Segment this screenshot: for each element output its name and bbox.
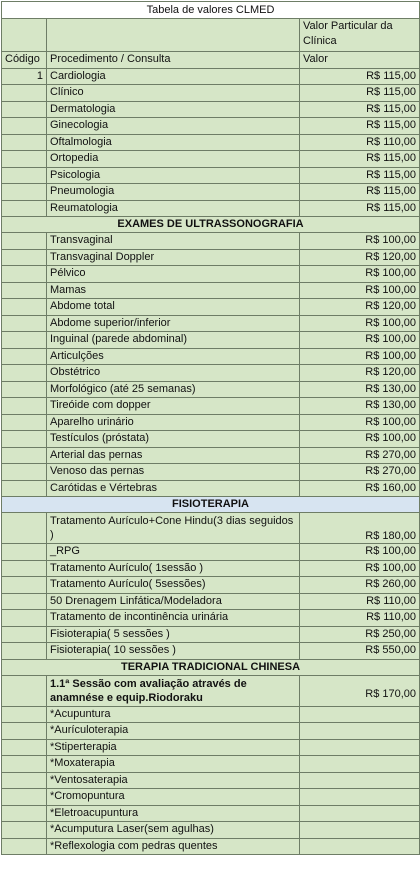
row-procedure: *Ventosaterapia — [47, 772, 300, 789]
row-code — [2, 756, 47, 773]
row-code — [2, 315, 47, 332]
row-value: R$ 160,00 — [300, 480, 420, 497]
row-procedure: *Stiperterapia — [47, 739, 300, 756]
row-procedure: Clínico — [47, 85, 300, 102]
row-code — [2, 739, 47, 756]
row-code — [2, 805, 47, 822]
table-row — [2, 398, 420, 415]
row-procedure: Abdome total — [47, 299, 300, 316]
row-value: R$ 130,00 — [300, 398, 420, 415]
table-row — [2, 464, 420, 481]
row-value: R$ 120,00 — [300, 365, 420, 382]
table-row — [2, 610, 420, 627]
row-code — [2, 299, 47, 316]
row-procedure: *Reflexologia com pedras quentes — [47, 838, 300, 855]
table-row — [2, 480, 420, 497]
table-row — [2, 577, 420, 594]
row-value: R$ 100,00 — [300, 315, 420, 332]
row-value — [300, 789, 420, 806]
row-value: R$ 115,00 — [300, 151, 420, 168]
row-procedure: Arterial das pernas — [47, 447, 300, 464]
row-value — [300, 739, 420, 756]
table-row — [2, 789, 420, 806]
table-row — [2, 822, 420, 839]
table-row — [2, 723, 420, 740]
row-value: R$ 115,00 — [300, 85, 420, 102]
table-row — [2, 756, 420, 773]
row-value: R$ 100,00 — [300, 431, 420, 448]
row-value: R$ 115,00 — [300, 200, 420, 217]
table-row — [2, 85, 420, 102]
table-title: Tabela de valores CLMED — [2, 2, 420, 19]
row-procedure: Abdome superior/inferior — [47, 315, 300, 332]
row-procedure: Carótidas e Vértebras — [47, 480, 300, 497]
row-procedure: Tratamento Aurículo( 1sessão ) — [47, 560, 300, 577]
row-value: R$ 110,00 — [300, 610, 420, 627]
row-procedure: Tratamento de incontinência urinária — [47, 610, 300, 627]
row-value: R$ 110,00 — [300, 593, 420, 610]
row-value — [300, 723, 420, 740]
row-procedure: Pélvico — [47, 266, 300, 283]
row-code — [2, 332, 47, 349]
row-procedure: Fisioterapia( 5 sessões ) — [47, 626, 300, 643]
row-value: R$ 100,00 — [300, 332, 420, 349]
row-value: R$ 270,00 — [300, 447, 420, 464]
row-code — [2, 447, 47, 464]
row-value: R$ 115,00 — [300, 167, 420, 184]
row-value — [300, 822, 420, 839]
header-value-group: Valor Particular da Clínica — [300, 19, 420, 52]
row-procedure: *Moxaterapia — [47, 756, 300, 773]
table-row — [2, 200, 420, 217]
row-code — [2, 480, 47, 497]
row-value: R$ 100,00 — [300, 348, 420, 365]
row-value: R$ 110,00 — [300, 134, 420, 151]
row-code — [2, 233, 47, 250]
row-value: R$ 100,00 — [300, 282, 420, 299]
row-procedure: Ortopedia — [47, 151, 300, 168]
row-value: R$ 260,00 — [300, 577, 420, 594]
table-row — [2, 348, 420, 365]
row-value — [300, 706, 420, 723]
table-row — [2, 414, 420, 431]
table-row — [2, 626, 420, 643]
row-code — [2, 822, 47, 839]
header-value: Valor — [300, 52, 420, 69]
table-row — [2, 675, 420, 706]
row-procedure: *Acumputura Laser(sem agulhas) — [47, 822, 300, 839]
table-row — [2, 593, 420, 610]
row-value: R$ 115,00 — [300, 101, 420, 118]
table-row — [2, 101, 420, 118]
table-row — [2, 513, 420, 544]
section-title: EXAMES DE ULTRASSONOGRAFIA — [2, 217, 420, 233]
row-procedure: Venoso das pernas — [47, 464, 300, 481]
row-procedure: Obstétrico — [47, 365, 300, 382]
table-row — [2, 772, 420, 789]
row-code — [2, 365, 47, 382]
row-code — [2, 151, 47, 168]
row-value: R$ 100,00 — [300, 414, 420, 431]
table-row — [2, 381, 420, 398]
row-procedure: *Aurículoterapia — [47, 723, 300, 740]
row-code — [2, 544, 47, 561]
row-value: R$ 120,00 — [300, 249, 420, 266]
row-code — [2, 610, 47, 627]
row-value: R$ 180,00 — [300, 513, 420, 544]
row-procedure: Reumatologia — [47, 200, 300, 217]
row-procedure: Cardiologia — [47, 68, 300, 85]
table-row — [2, 68, 420, 85]
row-code — [2, 101, 47, 118]
table-row — [2, 233, 420, 250]
section-row — [2, 217, 420, 233]
row-procedure: Oftalmologia — [47, 134, 300, 151]
row-value: R$ 170,00 — [300, 675, 420, 706]
row-code — [2, 513, 47, 544]
row-code — [2, 398, 47, 415]
row-code — [2, 134, 47, 151]
row-code — [2, 789, 47, 806]
row-value: R$ 115,00 — [300, 68, 420, 85]
row-procedure: Tireóide com dopper — [47, 398, 300, 415]
section-title: FISIOTERAPIA — [2, 497, 420, 513]
row-code — [2, 593, 47, 610]
header-empty-cell — [2, 19, 47, 52]
row-value — [300, 756, 420, 773]
table-row — [2, 315, 420, 332]
row-procedure: _RPG — [47, 544, 300, 561]
table-row — [2, 249, 420, 266]
table-row — [2, 167, 420, 184]
section-row — [2, 497, 420, 513]
row-procedure: Morfológico (até 25 semanas) — [47, 381, 300, 398]
row-procedure: Dermatologia — [47, 101, 300, 118]
header-group-row — [2, 19, 420, 52]
row-code — [2, 464, 47, 481]
row-procedure: Articulções — [47, 348, 300, 365]
row-code — [2, 577, 47, 594]
row-code — [2, 118, 47, 135]
row-value — [300, 838, 420, 855]
row-value: R$ 100,00 — [300, 560, 420, 577]
row-value — [300, 772, 420, 789]
row-procedure: 1.1ª Sessão com avaliação através de anamnése e equip.Riodoraku — [47, 675, 300, 706]
row-code — [2, 85, 47, 102]
header-empty-cell — [47, 19, 300, 52]
row-procedure: *Cromopuntura — [47, 789, 300, 806]
table-row — [2, 332, 420, 349]
table-row — [2, 118, 420, 135]
row-code — [2, 723, 47, 740]
table-row — [2, 151, 420, 168]
row-value: R$ 270,00 — [300, 464, 420, 481]
row-procedure: Mamas — [47, 282, 300, 299]
table-row — [2, 805, 420, 822]
header-row — [2, 52, 420, 69]
table-row — [2, 560, 420, 577]
row-code — [2, 643, 47, 660]
row-procedure: Aparelho urinário — [47, 414, 300, 431]
row-value: R$ 130,00 — [300, 381, 420, 398]
row-value: R$ 100,00 — [300, 233, 420, 250]
row-procedure: 50 Drenagem Linfática/Modeladora — [47, 593, 300, 610]
table-row — [2, 431, 420, 448]
row-procedure: Tratamento Aurículo( 5sessões) — [47, 577, 300, 594]
row-value: R$ 115,00 — [300, 184, 420, 201]
table-row — [2, 282, 420, 299]
row-code — [2, 626, 47, 643]
row-procedure: Transvaginal — [47, 233, 300, 250]
table-row — [2, 838, 420, 855]
row-code — [2, 706, 47, 723]
table-row — [2, 299, 420, 316]
row-procedure: *Acupuntura — [47, 706, 300, 723]
row-code — [2, 167, 47, 184]
row-procedure: Fisioterapia( 10 sessões ) — [47, 643, 300, 660]
row-code — [2, 200, 47, 217]
row-code — [2, 560, 47, 577]
row-code — [2, 184, 47, 201]
row-code — [2, 348, 47, 365]
title-row — [2, 2, 420, 19]
table-row — [2, 134, 420, 151]
table-row — [2, 184, 420, 201]
price-table — [1, 1, 420, 855]
header-code: Código — [2, 52, 47, 69]
row-procedure: Pneumologia — [47, 184, 300, 201]
row-procedure: Psicologia — [47, 167, 300, 184]
row-procedure: Tratamento Aurículo+Cone Hindu(3 dias seguidos ) — [47, 513, 300, 544]
table-row — [2, 739, 420, 756]
table-row — [2, 447, 420, 464]
table-row — [2, 706, 420, 723]
header-procedure: Procedimento / Consulta — [47, 52, 300, 69]
row-procedure: Testículos (próstata) — [47, 431, 300, 448]
row-value: R$ 100,00 — [300, 544, 420, 561]
row-procedure: *Eletroacupuntura — [47, 805, 300, 822]
row-code — [2, 838, 47, 855]
row-procedure: Ginecologia — [47, 118, 300, 135]
row-code — [2, 675, 47, 706]
row-code — [2, 282, 47, 299]
row-value — [300, 805, 420, 822]
row-value: R$ 115,00 — [300, 118, 420, 135]
row-value: R$ 250,00 — [300, 626, 420, 643]
row-procedure: Inguinal (parede abdominal) — [47, 332, 300, 349]
row-code: 1 — [2, 68, 47, 85]
row-procedure: Transvaginal Doppler — [47, 249, 300, 266]
row-code — [2, 266, 47, 283]
section-row — [2, 659, 420, 675]
row-code — [2, 381, 47, 398]
row-value: R$ 120,00 — [300, 299, 420, 316]
row-code — [2, 414, 47, 431]
table-row — [2, 365, 420, 382]
table-row — [2, 643, 420, 660]
row-code — [2, 249, 47, 266]
row-value: R$ 550,00 — [300, 643, 420, 660]
section-title: TERAPIA TRADICIONAL CHINESA — [2, 659, 420, 675]
table-row — [2, 544, 420, 561]
row-code — [2, 431, 47, 448]
table-row — [2, 266, 420, 283]
row-code — [2, 772, 47, 789]
row-value: R$ 100,00 — [300, 266, 420, 283]
